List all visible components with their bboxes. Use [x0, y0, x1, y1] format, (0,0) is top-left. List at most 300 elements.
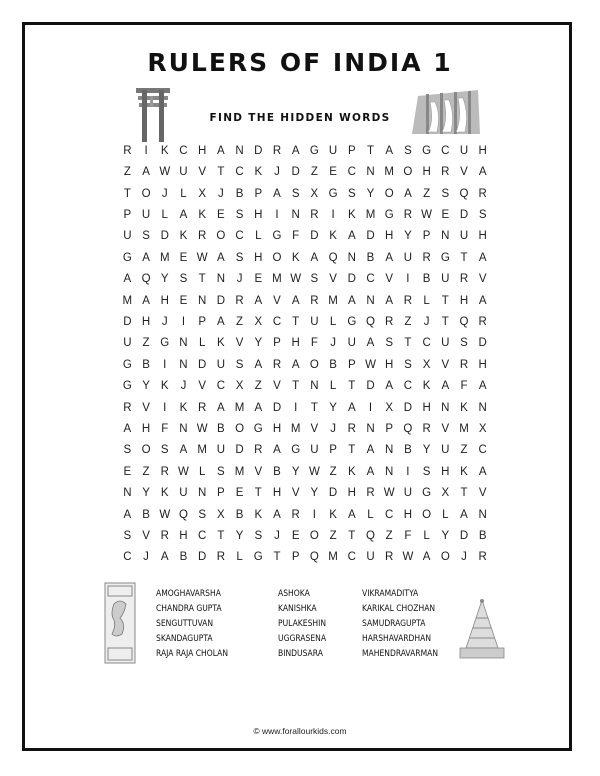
grid-letter[interactable]: V — [198, 380, 206, 393]
grid-letter[interactable]: A — [123, 273, 132, 286]
grid-letter[interactable]: D — [366, 230, 375, 243]
grid-letter[interactable]: B — [142, 358, 150, 371]
grid-letter[interactable]: E — [291, 530, 300, 543]
grid-letter[interactable]: P — [422, 230, 431, 243]
grid-letter[interactable]: C — [123, 551, 132, 564]
grid-letter[interactable]: G — [347, 315, 357, 328]
grid-letter[interactable]: Q — [328, 251, 338, 264]
grid-letter[interactable]: V — [478, 487, 487, 500]
grid-letter[interactable]: O — [141, 187, 151, 200]
grid-letter[interactable]: S — [217, 465, 225, 478]
grid-letter[interactable]: J — [274, 166, 280, 179]
grid-letter[interactable]: L — [423, 530, 430, 543]
grid-letter[interactable]: Y — [422, 444, 431, 457]
grid-letter[interactable]: U — [459, 144, 469, 157]
grid-letter[interactable]: T — [348, 380, 356, 393]
grid-letter[interactable]: S — [385, 337, 394, 350]
grid-letter[interactable]: U — [179, 487, 188, 500]
grid-letter[interactable]: H — [385, 358, 394, 371]
grid-letter[interactable]: C — [347, 166, 356, 179]
grid-letter[interactable]: A — [254, 401, 263, 414]
grid-letter[interactable]: L — [329, 315, 337, 328]
grid-letter[interactable]: Z — [142, 465, 150, 478]
grid-letter[interactable]: H — [478, 358, 487, 371]
grid-letter[interactable]: J — [143, 551, 149, 564]
grid-letter[interactable]: N — [385, 465, 394, 478]
grid-letter[interactable]: A — [142, 251, 150, 264]
grid-letter[interactable]: T — [441, 294, 449, 307]
grid-letter[interactable]: H — [272, 487, 282, 500]
grid-letter[interactable]: N — [216, 273, 226, 286]
grid-letter[interactable]: X — [310, 187, 319, 200]
grid-letter[interactable]: A — [179, 444, 188, 457]
grid-letter[interactable]: C — [347, 551, 356, 564]
grid-letter[interactable]: O — [272, 251, 282, 264]
grid-letter[interactable]: V — [254, 465, 263, 478]
grid-letter[interactable]: T — [292, 315, 300, 328]
grid-letter[interactable]: Z — [329, 530, 337, 543]
grid-letter[interactable]: P — [198, 315, 206, 328]
grid-letter[interactable]: P — [123, 208, 132, 221]
grid-letter[interactable]: H — [254, 208, 263, 221]
grid-letter[interactable]: U — [441, 337, 450, 350]
grid-letter[interactable]: K — [217, 337, 225, 350]
grid-letter[interactable]: X — [385, 401, 394, 414]
grid-letter[interactable]: D — [123, 315, 132, 328]
grid-letter[interactable]: S — [235, 251, 244, 264]
grid-letter[interactable]: N — [366, 422, 375, 435]
grid-letter[interactable]: J — [330, 422, 336, 435]
grid-letter[interactable]: Z — [385, 530, 393, 543]
grid-letter[interactable]: R — [160, 530, 169, 543]
grid-letter[interactable]: O — [422, 508, 432, 521]
grid-letter[interactable]: H — [179, 530, 188, 543]
grid-letter[interactable]: G — [160, 337, 170, 350]
grid-letter[interactable]: J — [330, 337, 336, 350]
grid-letter[interactable]: N — [310, 380, 319, 393]
grid-letter[interactable]: D — [216, 294, 226, 307]
grid-letter[interactable]: A — [179, 208, 188, 221]
grid-letter[interactable]: U — [216, 444, 226, 457]
grid-letter[interactable]: G — [122, 251, 132, 264]
grid-letter[interactable]: R — [385, 315, 394, 328]
grid-letter[interactable]: A — [123, 422, 132, 435]
grid-letter[interactable]: Y — [441, 530, 450, 543]
grid-letter[interactable]: T — [198, 273, 206, 286]
grid-letter[interactable]: Q — [459, 187, 469, 200]
grid-letter[interactable]: A — [217, 251, 225, 264]
grid-letter[interactable]: J — [236, 273, 243, 286]
grid-letter[interactable]: T — [366, 144, 374, 157]
grid-letter[interactable]: W — [402, 551, 414, 564]
grid-letter[interactable]: S — [235, 208, 244, 221]
grid-letter[interactable]: E — [441, 208, 450, 221]
grid-letter[interactable]: V — [478, 273, 487, 286]
grid-letter[interactable]: H — [347, 487, 356, 500]
grid-letter[interactable]: K — [160, 380, 169, 393]
grid-letter[interactable]: W — [159, 508, 171, 521]
grid-letter[interactable]: A — [291, 358, 300, 371]
grid-letter[interactable]: C — [235, 230, 244, 243]
grid-letter[interactable]: B — [235, 508, 244, 521]
grid-letter[interactable]: O — [309, 358, 319, 371]
grid-letter[interactable]: S — [404, 358, 412, 371]
grid-letter[interactable]: W — [290, 273, 302, 286]
grid-letter[interactable]: A — [478, 251, 487, 264]
grid-letter[interactable]: S — [254, 530, 263, 543]
grid-letter[interactable]: C — [235, 166, 244, 179]
grid-letter[interactable]: H — [272, 422, 282, 435]
grid-letter[interactable]: V — [142, 530, 150, 543]
grid-letter[interactable]: L — [180, 187, 187, 200]
grid-letter[interactable]: R — [272, 144, 282, 157]
grid-letter[interactable]: X — [217, 508, 225, 521]
grid-letter[interactable]: K — [198, 208, 206, 221]
grid-letter[interactable]: D — [310, 230, 319, 243]
grid-letter[interactable]: V — [385, 273, 394, 286]
grid-letter[interactable]: D — [459, 530, 469, 543]
grid-letter[interactable]: E — [123, 465, 132, 478]
grid-letter[interactable]: H — [441, 465, 450, 478]
grid-letter[interactable]: M — [159, 251, 170, 264]
grid-letter[interactable]: A — [441, 380, 450, 393]
grid-letter[interactable]: H — [141, 315, 151, 328]
grid-letter[interactable]: R — [198, 401, 207, 414]
grid-letter[interactable]: M — [234, 465, 245, 478]
grid-letter[interactable]: W — [365, 358, 376, 371]
grid-letter[interactable]: L — [161, 208, 168, 221]
grid-letter[interactable]: V — [460, 166, 468, 179]
grid-letter[interactable]: P — [347, 144, 356, 157]
grid-letter[interactable]: V — [235, 337, 244, 350]
grid-letter[interactable]: T — [348, 530, 356, 543]
grid-letter[interactable]: A — [291, 294, 300, 307]
grid-letter[interactable]: M — [328, 294, 338, 307]
grid-letter[interactable]: D — [347, 273, 356, 286]
grid-letter[interactable]: N — [366, 166, 375, 179]
grid-letter[interactable]: I — [181, 315, 186, 328]
grid-letter[interactable]: C — [198, 530, 207, 543]
grid-letter[interactable]: R — [441, 166, 450, 179]
grid-letter[interactable]: J — [161, 187, 168, 200]
grid-letter[interactable]: H — [422, 401, 431, 414]
grid-letter[interactable]: Z — [236, 315, 244, 328]
grid-letter[interactable]: D — [198, 551, 207, 564]
grid-letter[interactable]: L — [198, 337, 206, 350]
grid-letter[interactable]: P — [329, 444, 337, 457]
grid-letter[interactable]: O — [440, 551, 450, 564]
grid-letter[interactable]: N — [347, 251, 356, 264]
grid-letter[interactable]: H — [422, 166, 431, 179]
grid-letter[interactable]: I — [406, 273, 410, 286]
grid-letter[interactable]: J — [180, 380, 187, 393]
grid-letter[interactable]: P — [254, 187, 263, 200]
grid-letter[interactable]: W — [383, 487, 395, 500]
grid-letter[interactable]: F — [161, 422, 169, 435]
grid-letter[interactable]: U — [141, 208, 151, 221]
grid-letter[interactable]: M — [234, 401, 245, 414]
grid-letter[interactable]: E — [179, 294, 188, 307]
grid-letter[interactable]: F — [310, 337, 318, 350]
grid-letter[interactable]: J — [161, 315, 168, 328]
grid-letter[interactable]: L — [236, 551, 243, 564]
grid-letter[interactable]: G — [309, 144, 319, 157]
grid-letter[interactable]: A — [254, 358, 263, 371]
grid-letter[interactable]: T — [460, 487, 468, 500]
grid-letter[interactable]: B — [422, 273, 431, 286]
grid-letter[interactable]: S — [160, 444, 169, 457]
grid-letter[interactable]: H — [254, 251, 263, 264]
grid-letter[interactable]: A — [273, 508, 281, 521]
grid-letter[interactable]: U — [123, 230, 132, 243]
grid-letter[interactable]: N — [198, 487, 207, 500]
grid-letter[interactable]: I — [163, 358, 167, 371]
grid-letter[interactable]: K — [460, 465, 468, 478]
grid-letter[interactable]: Y — [404, 230, 412, 243]
grid-letter[interactable]: S — [404, 144, 412, 157]
grid-letter[interactable]: K — [347, 208, 356, 221]
grid-letter[interactable]: N — [478, 401, 487, 414]
grid-letter[interactable]: U — [366, 551, 375, 564]
grid-letter[interactable]: O — [384, 187, 394, 200]
grid-letter[interactable]: V — [441, 358, 450, 371]
grid-letter[interactable]: V — [273, 294, 281, 307]
grid-letter[interactable]: E — [217, 208, 225, 221]
grid-letter[interactable]: Y — [160, 273, 169, 286]
grid-letter[interactable]: U — [310, 444, 319, 457]
grid-letter[interactable]: Y — [329, 401, 337, 414]
grid-letter[interactable]: R — [403, 208, 413, 221]
grid-letter[interactable]: J — [274, 530, 280, 543]
grid-letter[interactable]: B — [329, 358, 337, 371]
grid-letter[interactable]: O — [309, 530, 319, 543]
grid-letter[interactable]: I — [275, 208, 279, 221]
grid-letter[interactable]: M — [384, 166, 394, 179]
grid-letter[interactable]: G — [253, 422, 263, 435]
grid-letter[interactable]: N — [198, 294, 207, 307]
grid-letter[interactable]: G — [291, 444, 301, 457]
grid-letter[interactable]: L — [442, 508, 449, 521]
grid-letter[interactable]: A — [478, 380, 487, 393]
grid-letter[interactable]: W — [196, 422, 208, 435]
grid-letter[interactable]: Y — [142, 487, 150, 500]
grid-letter[interactable]: D — [272, 401, 282, 414]
grid-letter[interactable]: K — [329, 508, 337, 521]
grid-letter[interactable]: L — [367, 508, 374, 521]
grid-letter[interactable]: A — [478, 166, 487, 179]
grid-letter[interactable]: B — [366, 251, 375, 264]
grid-letter[interactable]: A — [385, 251, 394, 264]
grid-letter[interactable]: X — [235, 380, 244, 393]
grid-letter[interactable]: K — [422, 380, 431, 393]
grid-letter[interactable]: G — [122, 358, 132, 371]
grid-letter[interactable]: I — [163, 401, 167, 414]
grid-letter[interactable]: G — [422, 144, 432, 157]
grid-letter[interactable]: D — [254, 144, 263, 157]
grid-letter[interactable]: J — [217, 187, 224, 200]
grid-letter[interactable]: Z — [310, 166, 318, 179]
grid-letter[interactable]: R — [291, 508, 300, 521]
grid-letter[interactable]: R — [198, 230, 207, 243]
grid-letter[interactable]: N — [179, 337, 188, 350]
grid-letter[interactable]: D — [160, 230, 169, 243]
grid-letter[interactable]: S — [310, 273, 319, 286]
grid-letter[interactable]: B — [235, 187, 244, 200]
grid-letter[interactable]: S — [179, 273, 188, 286]
grid-letter[interactable]: A — [160, 551, 169, 564]
grid-letter[interactable]: H — [478, 230, 487, 243]
grid-letter[interactable]: M — [459, 422, 469, 435]
grid-letter[interactable]: I — [294, 401, 298, 414]
grid-letter[interactable]: D — [478, 337, 487, 350]
grid-letter[interactable]: M — [197, 444, 207, 457]
grid-letter[interactable]: U — [403, 487, 413, 500]
grid-letter[interactable]: N — [478, 508, 487, 521]
grid-letter[interactable]: C — [272, 315, 282, 328]
grid-letter[interactable]: A — [385, 380, 394, 393]
grid-letter[interactable]: R — [385, 551, 394, 564]
grid-letter[interactable]: X — [478, 422, 487, 435]
grid-letter[interactable]: P — [385, 422, 394, 435]
grid-letter[interactable]: P — [347, 358, 356, 371]
grid-letter[interactable]: T — [254, 487, 262, 500]
grid-letter[interactable]: W — [178, 465, 189, 478]
grid-letter[interactable]: T — [310, 401, 318, 414]
grid-letter[interactable]: F — [292, 230, 300, 243]
grid-letter[interactable]: H — [141, 422, 151, 435]
grid-letter[interactable]: K — [254, 508, 263, 521]
grid-letter[interactable]: Z — [123, 166, 131, 179]
grid-letter[interactable]: Z — [329, 465, 337, 478]
grid-letter[interactable]: B — [142, 508, 150, 521]
grid-letter[interactable]: G — [440, 251, 450, 264]
grid-letter[interactable]: Y — [310, 487, 319, 500]
grid-letter[interactable]: Z — [423, 187, 431, 200]
grid-letter[interactable]: A — [273, 444, 281, 457]
grid-letter[interactable]: Z — [460, 444, 468, 457]
grid-letter[interactable]: J — [423, 315, 430, 328]
grid-letter[interactable]: A — [347, 401, 356, 414]
grid-letter[interactable]: Q — [403, 422, 413, 435]
grid-letter[interactable]: A — [422, 551, 431, 564]
grid-letter[interactable]: A — [217, 401, 225, 414]
grid-letter[interactable]: R — [459, 358, 469, 371]
grid-letter[interactable]: H — [160, 294, 169, 307]
grid-letter[interactable]: N — [291, 208, 300, 221]
grid-letter[interactable]: M — [272, 273, 282, 286]
grid-letter[interactable]: U — [123, 337, 132, 350]
grid-letter[interactable]: A — [347, 294, 356, 307]
grid-letter[interactable]: I — [331, 208, 335, 221]
grid-letter[interactable]: T — [460, 251, 468, 264]
grid-letter[interactable]: S — [123, 444, 132, 457]
grid-letter[interactable]: A — [254, 294, 263, 307]
grid-letter[interactable]: S — [142, 230, 150, 243]
grid-letter[interactable]: V — [142, 401, 150, 414]
grid-letter[interactable]: U — [328, 144, 338, 157]
grid-letter[interactable]: S — [347, 187, 356, 200]
grid-letter[interactable]: K — [254, 166, 263, 179]
grid-letter[interactable]: A — [217, 315, 225, 328]
grid-letter[interactable]: S — [291, 187, 300, 200]
grid-letter[interactable]: N — [235, 144, 244, 157]
grid-letter[interactable]: U — [403, 251, 413, 264]
grid-letter[interactable]: U — [179, 166, 188, 179]
grid-letter[interactable]: C — [179, 144, 188, 157]
grid-letter[interactable]: S — [422, 465, 431, 478]
grid-letter[interactable]: R — [123, 401, 132, 414]
grid-letter[interactable]: O — [141, 444, 151, 457]
grid-letter[interactable]: A — [478, 465, 487, 478]
grid-letter[interactable]: M — [122, 294, 133, 307]
grid-letter[interactable]: R — [272, 358, 282, 371]
grid-letter[interactable]: N — [441, 401, 450, 414]
grid-letter[interactable]: O — [403, 166, 413, 179]
grid-letter[interactable]: Q — [459, 315, 469, 328]
grid-letter[interactable]: A — [478, 294, 487, 307]
grid-letter[interactable]: R — [216, 551, 226, 564]
grid-letter[interactable]: K — [291, 251, 300, 264]
grid-letter[interactable]: W — [196, 251, 208, 264]
grid-letter[interactable]: Q — [141, 273, 151, 286]
grid-letter[interactable]: A — [366, 337, 375, 350]
grid-letter[interactable]: I — [406, 465, 410, 478]
grid-letter[interactable]: R — [347, 422, 356, 435]
grid-letter[interactable]: M — [365, 208, 376, 221]
grid-letter[interactable]: K — [160, 487, 169, 500]
grid-letter[interactable]: K — [329, 230, 337, 243]
grid-letter[interactable]: D — [235, 444, 244, 457]
grid-letter[interactable]: A — [273, 187, 281, 200]
grid-letter[interactable]: Q — [366, 530, 375, 543]
grid-letter[interactable]: N — [366, 294, 375, 307]
grid-letter[interactable]: A — [404, 187, 412, 200]
grid-letter[interactable]: Z — [142, 337, 150, 350]
grid-letter[interactable]: A — [385, 294, 394, 307]
grid-letter[interactable]: S — [198, 508, 206, 521]
grid-letter[interactable]: K — [160, 144, 169, 157]
grid-letter[interactable]: C — [403, 380, 413, 393]
grid-letter[interactable]: X — [422, 358, 431, 371]
grid-letter[interactable]: U — [441, 273, 450, 286]
grid-letter[interactable]: R — [478, 187, 487, 200]
grid-letter[interactable]: D — [328, 487, 338, 500]
grid-letter[interactable]: C — [366, 273, 375, 286]
grid-letter[interactable]: G — [272, 230, 282, 243]
grid-letter[interactable]: Y — [235, 530, 244, 543]
grid-letter[interactable]: S — [478, 208, 487, 221]
grid-letter[interactable]: Y — [142, 380, 150, 393]
grid-letter[interactable]: W — [421, 208, 433, 221]
grid-letter[interactable]: F — [404, 530, 412, 543]
grid-letter[interactable]: R — [366, 487, 375, 500]
grid-letter[interactable]: E — [235, 487, 244, 500]
grid-letter[interactable]: R — [403, 294, 413, 307]
grid-letter[interactable]: F — [460, 380, 468, 393]
grid-letter[interactable]: N — [179, 422, 188, 435]
grid-letter[interactable]: Y — [254, 337, 263, 350]
grid-letter[interactable]: E — [179, 251, 188, 264]
grid-letter[interactable]: H — [198, 144, 207, 157]
grid-letter[interactable]: L — [198, 465, 206, 478]
grid-letter[interactable]: D — [366, 380, 375, 393]
grid-letter[interactable]: R — [478, 551, 487, 564]
grid-letter[interactable]: V — [198, 166, 206, 179]
grid-letter[interactable]: C — [478, 444, 487, 457]
grid-letter[interactable]: A — [142, 166, 150, 179]
grid-letter[interactable]: A — [347, 230, 356, 243]
grid-letter[interactable]: A — [366, 444, 375, 457]
